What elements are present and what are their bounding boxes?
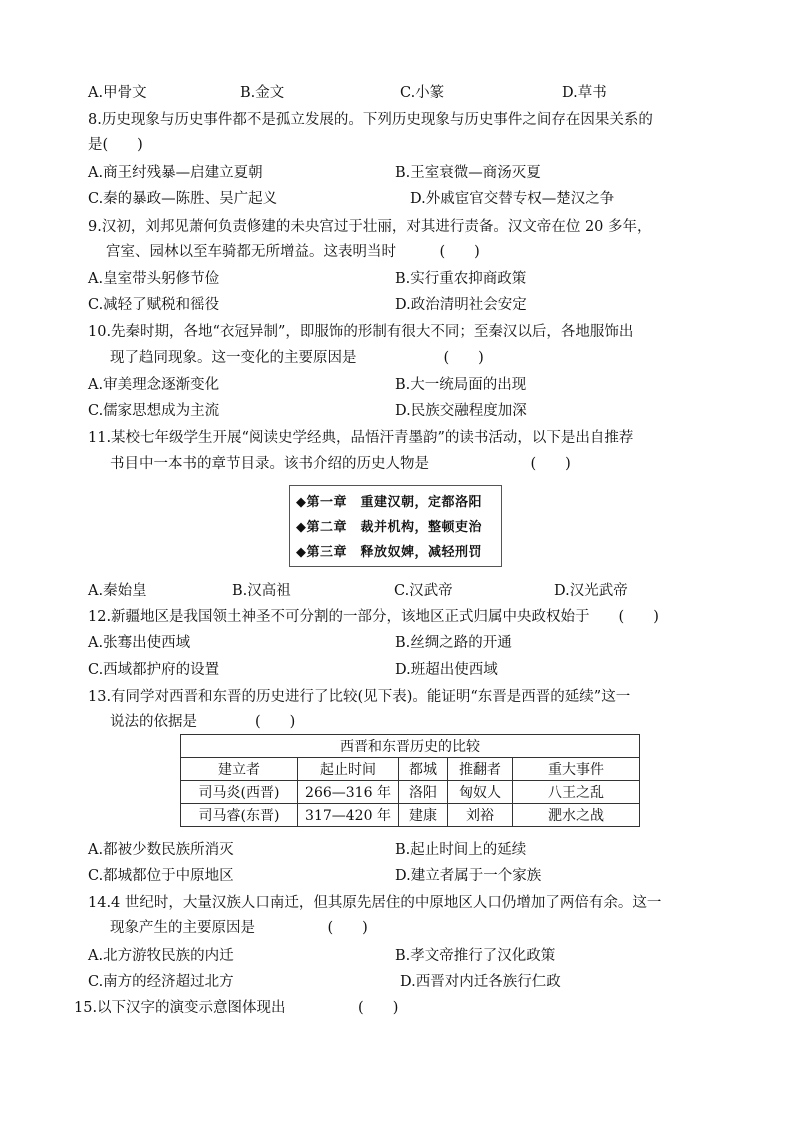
table-header: 建立者	[181, 758, 298, 781]
q9-stem: 9.汉初，刘邦见萧何负责修建的未央宫过于壮丽，对其进行责备。汉文帝在位 20 多年，	[88, 219, 652, 235]
table-cell: 淝水之战	[513, 804, 640, 827]
table-cell: 司马睿(东晋)	[181, 804, 298, 827]
q8-option-b[interactable]: B.王室衰微—商汤灭夏	[395, 165, 541, 181]
q13-option-a[interactable]: A.都被少数民族所消灭	[88, 842, 234, 858]
q11-option-c[interactable]: C.汉武帝	[394, 583, 453, 599]
q14-option-d[interactable]: D.西晋对内迁各族行仁政	[400, 974, 561, 990]
table-cell: 司马炎(西晋)	[181, 781, 298, 804]
table-header: 都城	[399, 758, 448, 781]
q10-option-b[interactable]: B.大一统局面的出现	[395, 377, 527, 393]
table-cell: 匈奴人	[448, 781, 513, 804]
q8-option-c[interactable]: C.秦的暴政—陈胜、吴广起义	[88, 191, 278, 207]
q13-stem-cont: 说法的依据是 ( )	[110, 714, 296, 730]
q10-option-a[interactable]: A.审美理念逐渐变化	[88, 377, 220, 393]
q10-option-d[interactable]: D.民族交融程度加深	[395, 403, 527, 419]
table-cell: 八王之乱	[513, 781, 640, 804]
q11-option-b[interactable]: B.汉高祖	[232, 583, 291, 599]
q11-option-d[interactable]: D.汉光武帝	[554, 583, 628, 599]
q9-option-b[interactable]: B.实行重农抑商政策	[395, 271, 527, 287]
table-header: 推翻者	[448, 758, 513, 781]
table-row	[181, 804, 640, 827]
q14-option-c[interactable]: C.南方的经济超过北方	[88, 974, 234, 990]
q10-option-c[interactable]: C.儒家思想成为主流	[88, 403, 220, 419]
q7-option-b[interactable]: B.金文	[240, 85, 285, 101]
table-cell: 317—420 年	[298, 804, 399, 827]
table-cell: 洛阳	[399, 781, 448, 804]
toc-chapter-2: ◆第二章 裁并机构，整顿吏治	[296, 520, 482, 535]
q9-option-d[interactable]: D.政治清明社会安定	[395, 297, 527, 313]
comparison-table	[180, 734, 640, 827]
chapter-toc-box	[289, 485, 502, 567]
q10-stem-cont: 现了趋同现象。这一变化的主要原因是 ( )	[110, 350, 484, 366]
q12-stem: 12.新疆地区是我国领土神圣不可分割的一部分，该地区正式归属中央政权始于 ( )	[88, 609, 659, 625]
q7-option-d[interactable]: D.草书	[562, 85, 607, 101]
q9-option-c[interactable]: C.减轻了赋税和徭役	[88, 297, 220, 313]
q14-option-b[interactable]: B.孝文帝推行了汉化政策	[395, 948, 556, 964]
q8-stem: 8.历史现象与历史事件都不是孤立发展的。下列历史现象与历史事件之间存在因果关系的	[88, 112, 653, 128]
toc-chapter-3: ◆第三章 释放奴婢，减轻刑罚	[296, 545, 482, 560]
q14-stem: 14.4 世纪时，大量汉族人口南迁，但其原先居住的中原地区人口仍增加了两倍有余。这一	[88, 895, 662, 911]
table-header-row	[181, 758, 640, 781]
q9-stem-cont: 宫室、园林以至车骑都无所增益。这表明当时 ( )	[106, 244, 480, 260]
table-cell: 建康	[399, 804, 448, 827]
q7-option-a[interactable]: A.甲骨文	[88, 85, 147, 101]
table-row	[181, 781, 640, 804]
toc-chapter-1: ◆第一章 重建汉朝，定都洛阳	[296, 495, 482, 510]
q12-option-a[interactable]: A.张骞出使西域	[88, 635, 191, 651]
q9-option-a[interactable]: A.皇室带头躬修节俭	[88, 271, 220, 287]
q8-stem-cont: 是( )	[88, 137, 143, 153]
q15-stem: 15.以下汉字的演变示意图体现出 ( )	[74, 1000, 399, 1016]
q11-stem: 11.某校七年级学生开展“阅读史学经典，品悟汗青墨韵”的读书活动，以下是出自推荐	[88, 430, 634, 446]
q14-stem-cont: 现象产生的主要原因是 ( )	[110, 920, 368, 936]
table-cell: 266—316 年	[298, 781, 399, 804]
q8-option-d[interactable]: D.外戚宦官交替专权—楚汉之争	[410, 191, 615, 207]
q12-option-c[interactable]: C.西域都护府的设置	[88, 662, 220, 678]
table-header: 起止时间	[298, 758, 399, 781]
q11-option-a[interactable]: A.秦始皇	[88, 583, 147, 599]
q14-option-a[interactable]: A.北方游牧民族的内迁	[88, 948, 234, 964]
table-header: 重大事件	[513, 758, 640, 781]
q8-option-a[interactable]: A.商王纣残暴—启建立夏朝	[88, 165, 263, 181]
q10-stem: 10.先秦时期，各地“衣冠异制”，即服饰的形制有很大不同；至秦汉以后，各地服饰出	[88, 324, 634, 340]
q13-stem: 13.有同学对西晋和东晋的历史进行了比较(见下表)。能证明“东晋是西晋的延续”这一	[88, 689, 631, 705]
table-title: 西晋和东晋历史的比较	[181, 735, 640, 758]
table-cell: 刘裕	[448, 804, 513, 827]
q13-option-c[interactable]: C.都城都位于中原地区	[88, 868, 234, 884]
q12-option-d[interactable]: D.班超出使西域	[395, 662, 498, 678]
q12-option-b[interactable]: B.丝绸之路的开通	[395, 635, 512, 651]
q11-stem-cont: 书目中一本书的章节目录。该书介绍的历史人物是 ( )	[110, 456, 571, 472]
q13-option-b[interactable]: B.起止时间上的延续	[395, 842, 527, 858]
q13-option-d[interactable]: D.建立者属于一个家族	[395, 868, 542, 884]
q7-option-c[interactable]: C.小篆	[400, 85, 445, 101]
